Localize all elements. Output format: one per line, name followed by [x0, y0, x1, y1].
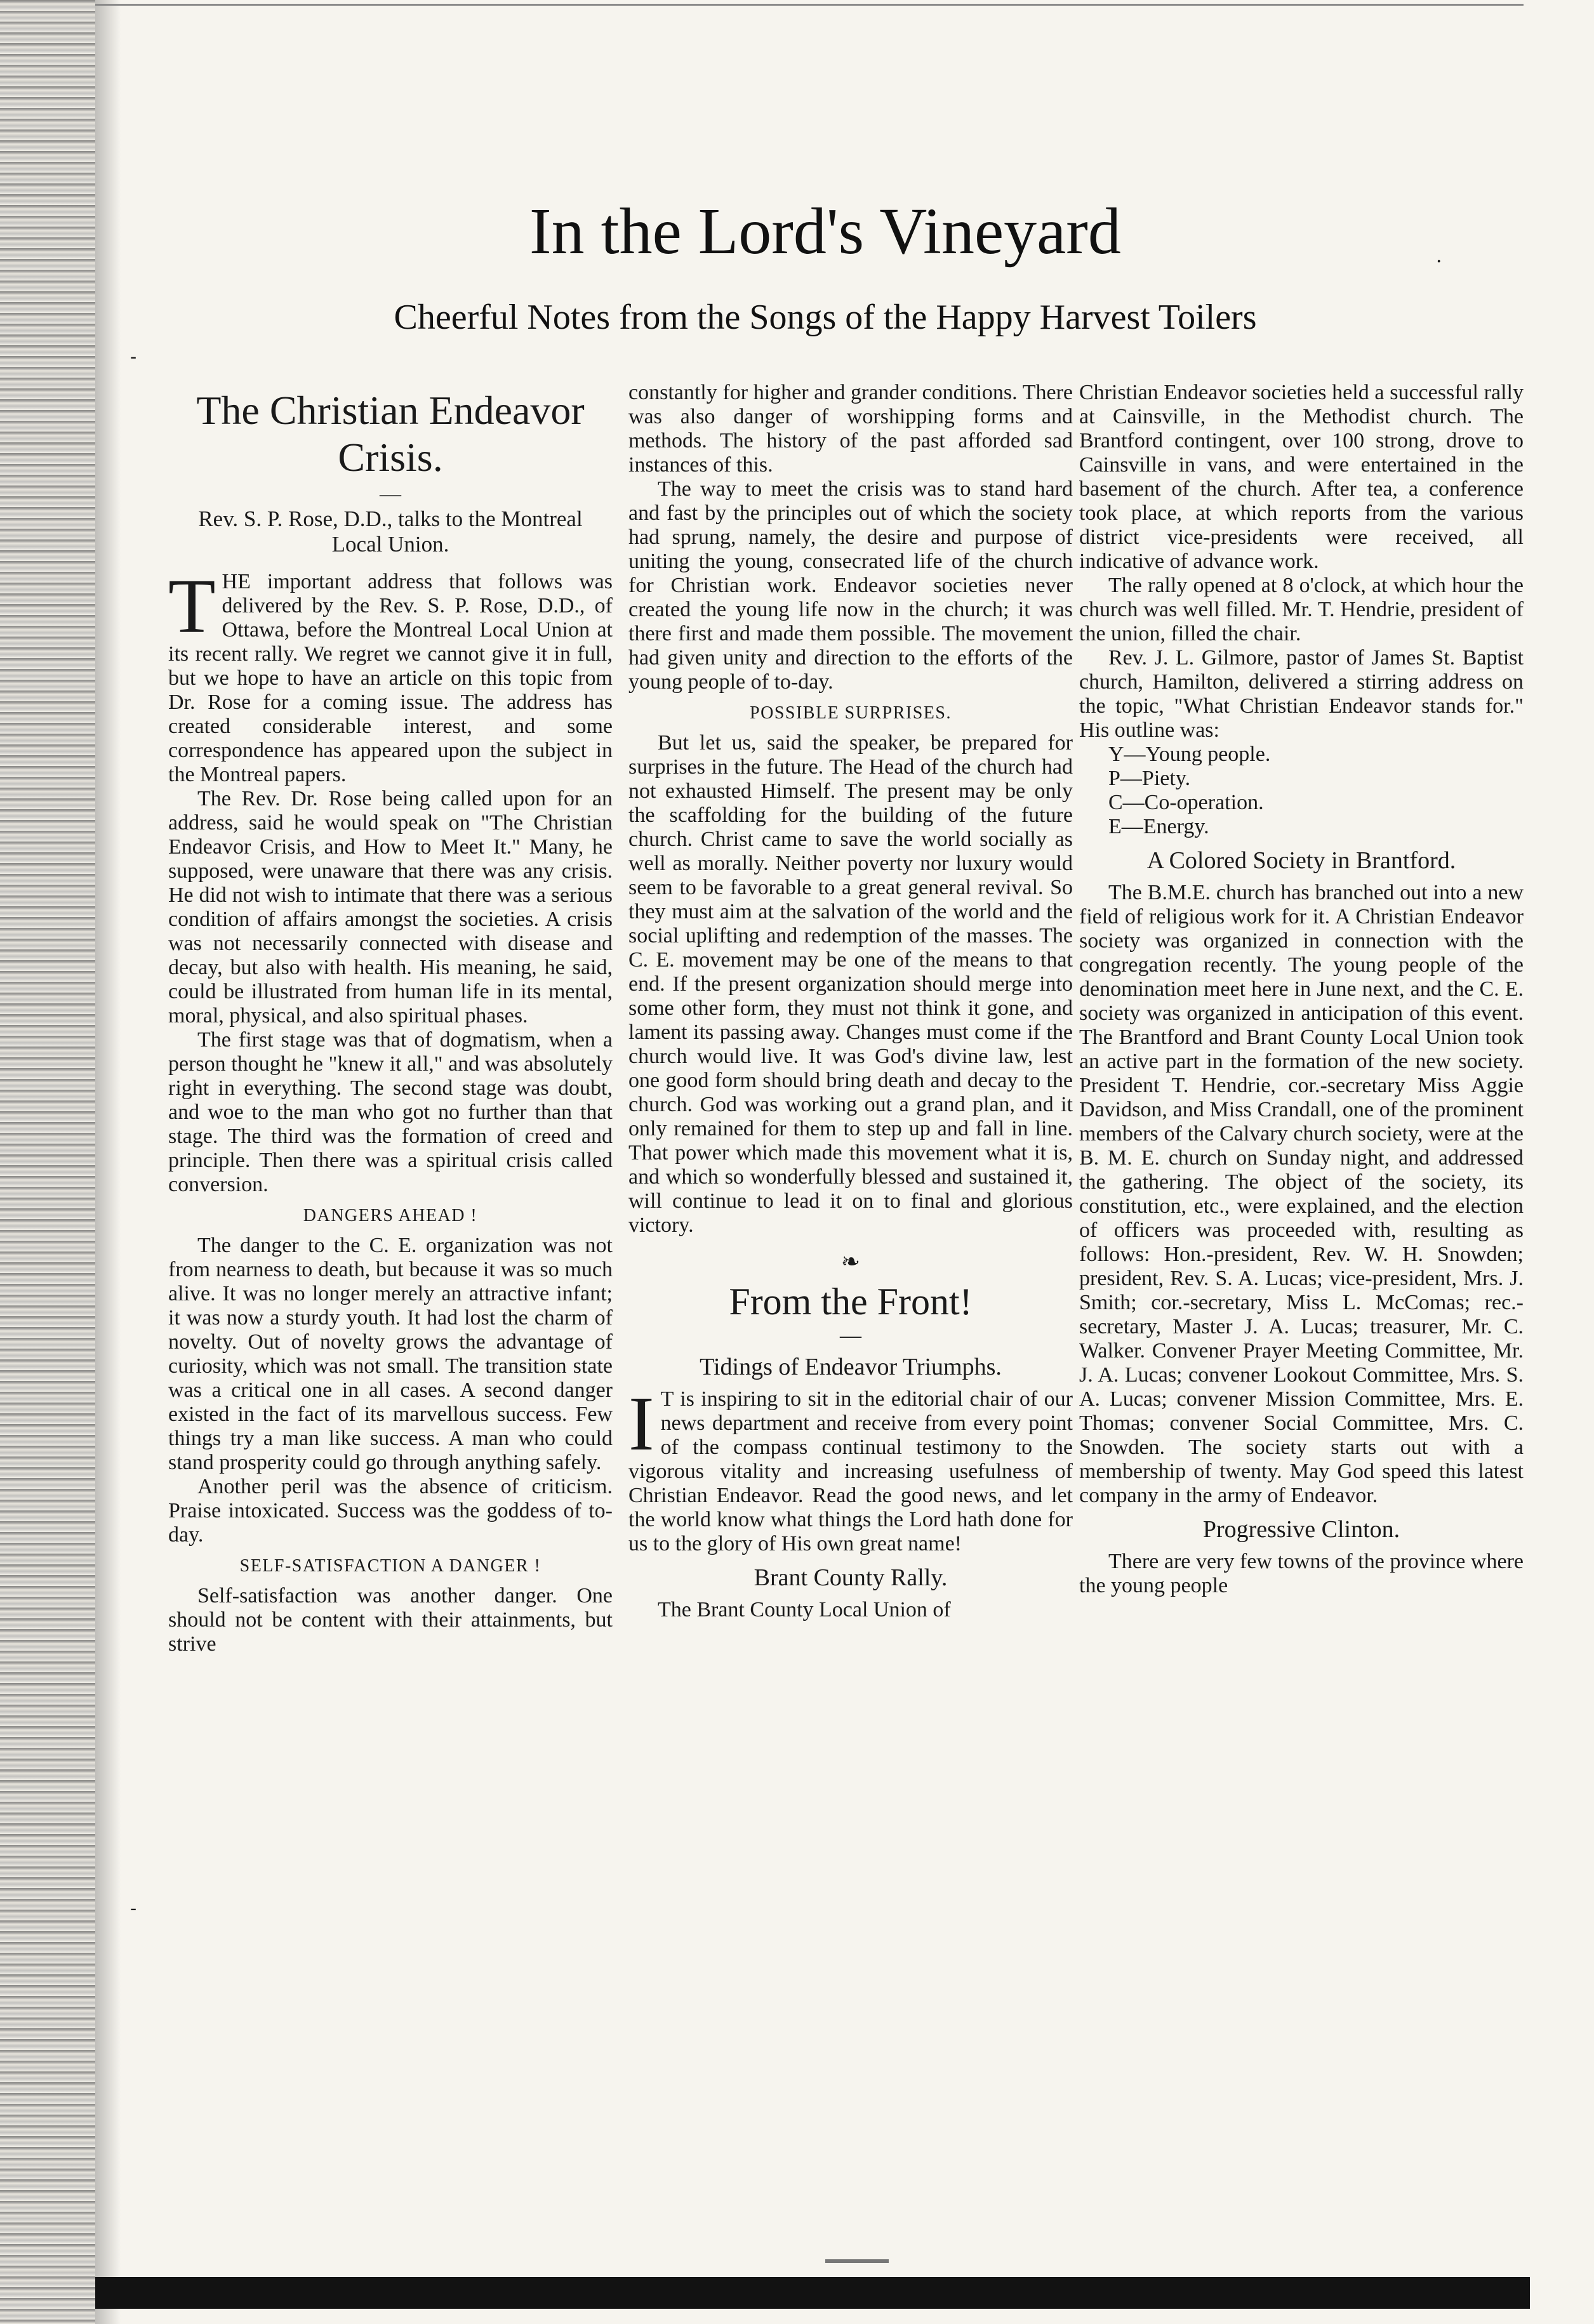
paragraph: THE important address that follows was delivered by the Rev. S. P. Rose, D.D., of Ottawa, before the Montreal Local Union at its recent rally. We regret we cannot give it in full, but we hope to have an article on this topic from Dr. Rose for a coming issue. The address has created considerable interest, and some correspondence has appeared upon the subject in the Montreal papers. — [168, 564, 613, 786]
section-heading: POSSIBLE SURPRISES. — [750, 703, 952, 723]
scan-shadow — [95, 0, 121, 2324]
stray-mark: - — [130, 346, 137, 368]
article-byline: Rev. S. P. Rose, D.D., talks to the Montreal Local Union. — [198, 506, 583, 557]
sub-heading: A Colored Society in Brantford. — [1146, 847, 1456, 874]
article-title: The Christian Endeavor Crisis. — [196, 388, 585, 480]
title-dash: — — [840, 1324, 861, 1347]
stray-mark: - — [130, 1898, 137, 1920]
paragraph: The rally opened at 8 o'clock, at which hour the church was well filled. Mr. T. Hendrie, president of the union, filled the chair. — [1079, 574, 1524, 645]
list-item: Y—Young people. — [1108, 743, 1271, 766]
page-subtitle: Cheerful Notes from the Songs of the Happy Harvest Toilers — [394, 298, 1257, 337]
column-3 — [1079, 381, 1524, 1598]
paragraph: I T is inspiring to sit in the editorial chair of our news department and receive from every point of the compass continual testimony to the vigorous vitality and increasing usefulness of Christian Endeavor. Read the good news, and let the world know what things the Lord hath done for us to the glory of His own great name! — [628, 1381, 1073, 1555]
sub-heading: Tidings of Endeavor Triumphs. — [700, 1354, 1002, 1380]
bottom-scan-bar — [95, 2277, 1530, 2309]
drop-cap: I — [628, 1381, 654, 1467]
paragraph: Rev. J. L. Gilmore, pastor of James St. Baptist church, Hamilton, delivered a stirring address on the topic, "What Christian Endeavor stands for." His outline was: — [1079, 646, 1524, 742]
section-heading: SELF-SATISFACTION A DANGER ! — [239, 1556, 541, 1576]
sub-heading: Progressive Clinton. — [1202, 1516, 1400, 1543]
section-heading: DANGERS AHEAD ! — [303, 1206, 478, 1225]
paragraph: The way to meet the crisis was to stand hard and fast by the principles out of which the society had sprung, namely, the desire and purpose of uniting the young, consecrated life of the church for Christian work. Endeavor societies never created the young life now in the church; it was there first and made them possible. The movement had given unity and direction to the efforts of the young people of to-day. — [628, 477, 1073, 694]
stray-mark: · — [1436, 251, 1442, 273]
ornament-icon: ❧ — [840, 1249, 861, 1274]
paragraph: The first stage was that of dogmatism, when a person thought he "knew it all," and was absolutely right in everything. The second stage was doubt, and woe to the man who got no further than that stage. The third was the formation of creed and principle. Then there was a spiritual crisis called conversion. — [168, 1028, 613, 1196]
paragraph: The Rev. Dr. Rose being called upon for an address, said he would speak on "The Christian Endeavor Crisis, and How to Meet It." Many, he supposed, were unaware that there was any crisis. He did not wish to intimate that there was a serious condition of affairs amongst the societies. A crisis was not necessarily connected with disease and decay, but also with health. His meaning, he said, could be illustrated from human life in its mental, moral, physical, and also spiritual phases. — [168, 787, 613, 1027]
paragraph: Christian Endeavor societies held a successful rally at Cainsville, in the Methodist church. The Brantford contingent, over 100 strong, drove to Cainsville in vans, and were entertained in the basement of the church. After tea, a conference took place, at which reports from the various district vice-presidents were received, all indicative of advance work. — [1079, 381, 1524, 573]
paragraph: constantly for higher and grander conditions. There was also danger of worshipping forms and methods. The history of the past afforded sad instances of this. — [628, 381, 1073, 477]
column-2 — [628, 381, 1073, 1622]
page-title: In the Lord's Vineyard — [529, 195, 1121, 268]
paragraph: The B.M.E. church has branched out into a new field of religious work for it. A Christian Endeavor society was organized in connection with the congregation recently. The young people of the denomination meet here in June next, and the C. E. society was organized in anticipation of this event. The Brantford and Brant County Local Union took an active part in the formation of the new society. President T. Hendrie, cor.-secretary Miss Aggie Davidson, and Miss Crandall, one of the prominent members of the Calvary church society, were at the B. M. E. church on Sunday night, and addressed the gathering. The object of the society, its constitution, etc., were explained, and the election of officers was proceeded with, resulting as follows: Hon.-president, Rev. W. H. Snowden; president, Rev. S. A. Lucas; vice-president, Mrs. J. Smith; cor.-secretary, Miss L. McComas; rec.-secretary, Master J. A. Lucas; treasurer, Mr. C. Walker. Convener Prayer Meeting Committee, Mr. J. A. Lucas; convener Lookout Committee, Mrs. S. A. Lucas; convener Mission Committee, Mrs. E. Thomas; convener Social Committee, Mrs. C. Snowden. The society starts out with a membership of twenty. May God speed this latest company in the army of Endeavor. — [1079, 881, 1524, 1507]
sub-heading: Brant County Rally. — [754, 1564, 948, 1591]
paragraph: The danger to the C. E. organization was not from nearness to death, but because it was so much alive. It was no longer merely an attractive infant; it was now a sturdy youth. It had lost the charm of novelty. Out of novelty grows the advantage of curiosity, which was not small. The transition state was a critical one in all cases. A second danger existed in the fact of its marvellous success. Few things try a man like success. A man who could stand prosperity could go through anything safely. — [168, 1234, 613, 1474]
list-item: C—Co-operation. — [1108, 791, 1264, 814]
stray-mark — [825, 2259, 889, 2263]
title-dash: — — [380, 482, 401, 506]
paragraph: But let us, said the speaker, be prepared for surprises in the future. The Head of the church had not exhausted Himself. The present may be only the scaffolding for the building of the future church. Christ came to save the world socially as well as morally. Neither poverty nor luxury would seem to be favorable to a great general revival. So they must aim at the salvation of the world and the social uplifting and redemption of the masses. The C. E. movement may be one of the means to that end. If the present organization should merge into some other form, they must not think it gone, and lament its passing away. Changes must come if the church would live. It was God's divine law, lest one good form should bring death and decay to the church. God was working out a grand plan, and it only remained for them to step up and fall in line. That power which made this movement what it is, and which so wonderfully blessed and sustained it, will continue to lead it on to final and glorious victory. — [628, 731, 1073, 1237]
list-item: E—Energy. — [1108, 815, 1209, 838]
paragraph: The Brant County Local Union of — [658, 1598, 951, 1621]
top-scan-line — [95, 4, 1524, 6]
column-1 — [168, 381, 613, 1656]
list-item: P—Piety. — [1108, 767, 1191, 790]
paragraph: Self-satisfaction was another danger. One should not be content with their attainments, but strive — [168, 1584, 613, 1656]
section-title: From the Front! — [729, 1281, 973, 1323]
drop-cap: T — [168, 564, 216, 649]
paragraph: There are very few towns of the province where the young people — [1079, 1550, 1524, 1597]
outline-list — [1079, 743, 1524, 839]
paragraph: Another peril was the absence of criticism. Praise intoxicated. Success was the goddess of to-day. — [168, 1475, 613, 1547]
scan-page-edge — [0, 0, 95, 2324]
